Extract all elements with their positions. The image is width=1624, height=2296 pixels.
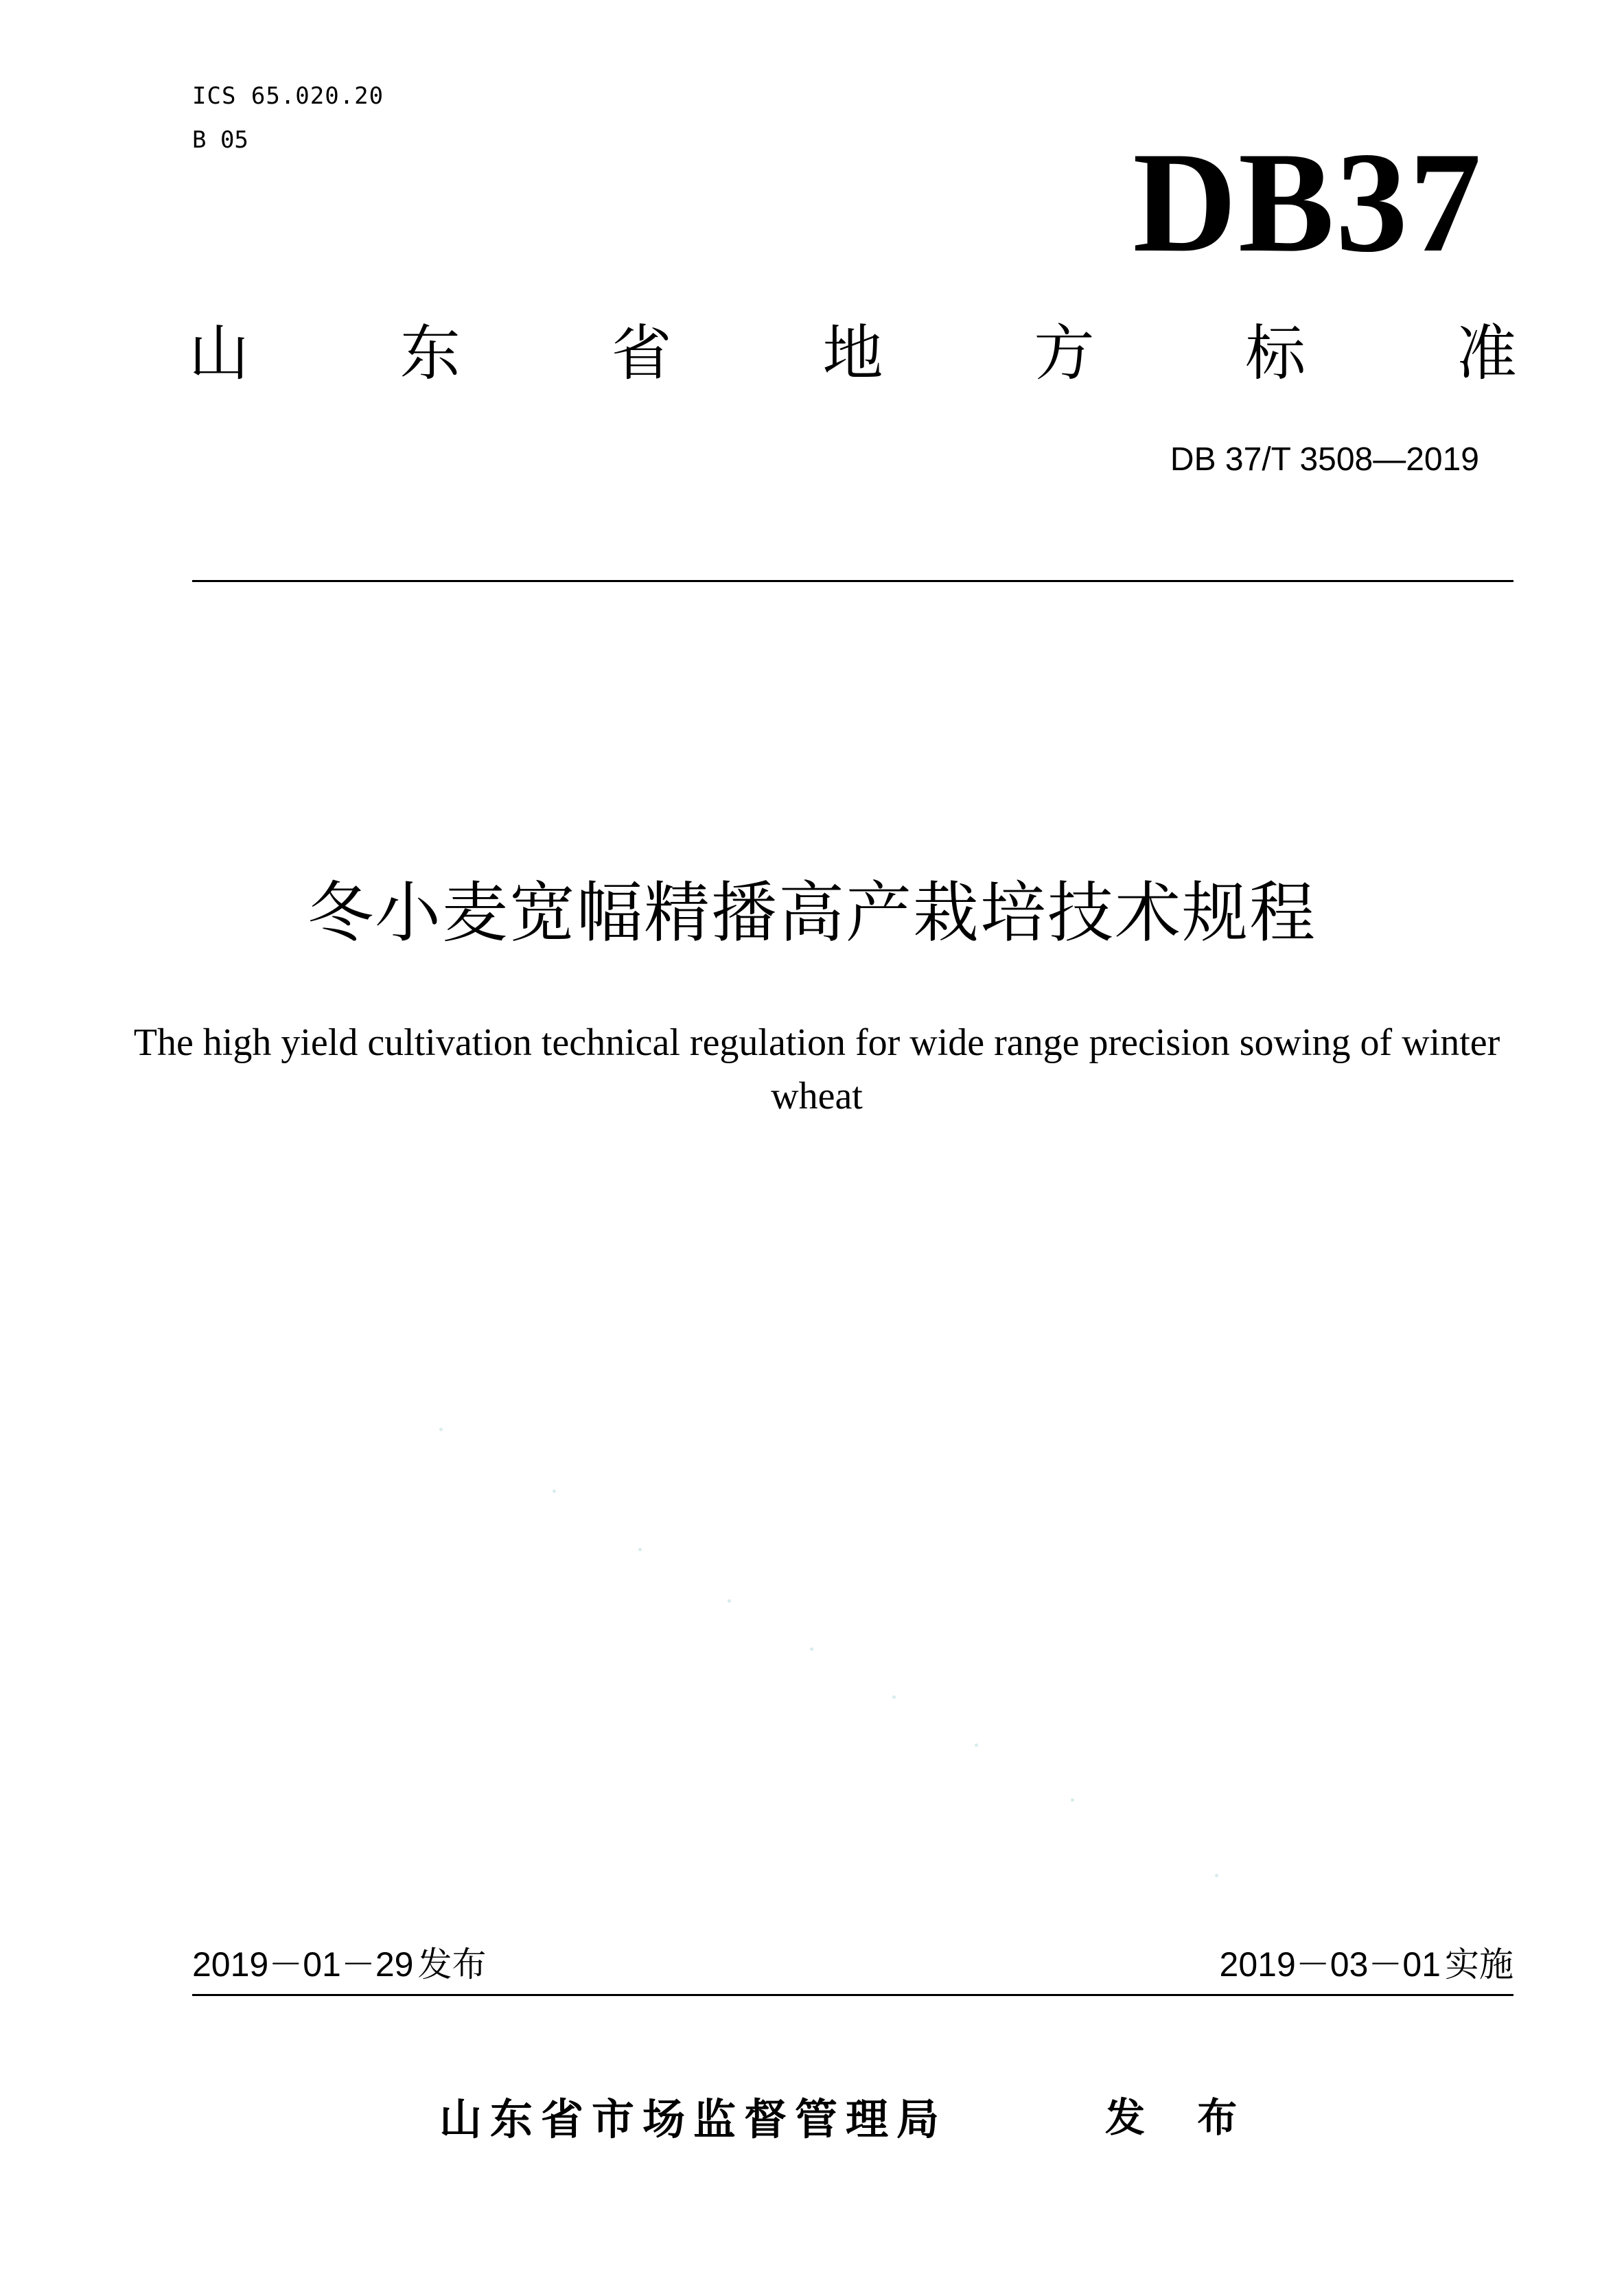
implementation-label: 实施 bbox=[1445, 1945, 1513, 1984]
standard-type-char: 地 bbox=[822, 318, 883, 389]
header-divider bbox=[192, 580, 1513, 582]
standard-type-char: 方 bbox=[1034, 318, 1095, 389]
standard-number: DB 37/T 3508—2019 bbox=[1170, 441, 1479, 478]
standard-type-title bbox=[189, 316, 1517, 391]
implementation-date-value: 2019－03－01 bbox=[1219, 1945, 1441, 1984]
document-title-english: The high yield cultivation technical regulation for wide range precision sowing of winter wheat bbox=[133, 1021, 1500, 1117]
ics-code: ICS 65.020.20 bbox=[192, 82, 384, 110]
classification-code: B 05 bbox=[192, 126, 248, 154]
standard-type-char: 准 bbox=[1456, 318, 1517, 389]
standard-type-char: 山 bbox=[189, 318, 250, 389]
release-date bbox=[192, 1943, 486, 1986]
publish-label: 发 布 bbox=[1105, 2094, 1257, 2141]
footer-divider bbox=[192, 1994, 1513, 1996]
release-label: 发布 bbox=[417, 1945, 487, 1984]
standard-type-char: 东 bbox=[399, 318, 461, 389]
publisher-name: 山东省市场监督管理局 bbox=[439, 2094, 948, 2144]
standard-type-char: 省 bbox=[611, 318, 672, 389]
db-mark: DB37 bbox=[1133, 123, 1483, 282]
implementation-date bbox=[961, 1943, 1513, 1986]
release-date-value: 2019－01－29 bbox=[192, 1945, 414, 1984]
standard-type-char: 标 bbox=[1245, 318, 1306, 389]
document-title-chinese: 冬小麦宽幅精播高产栽培技术规程 bbox=[308, 874, 1316, 951]
